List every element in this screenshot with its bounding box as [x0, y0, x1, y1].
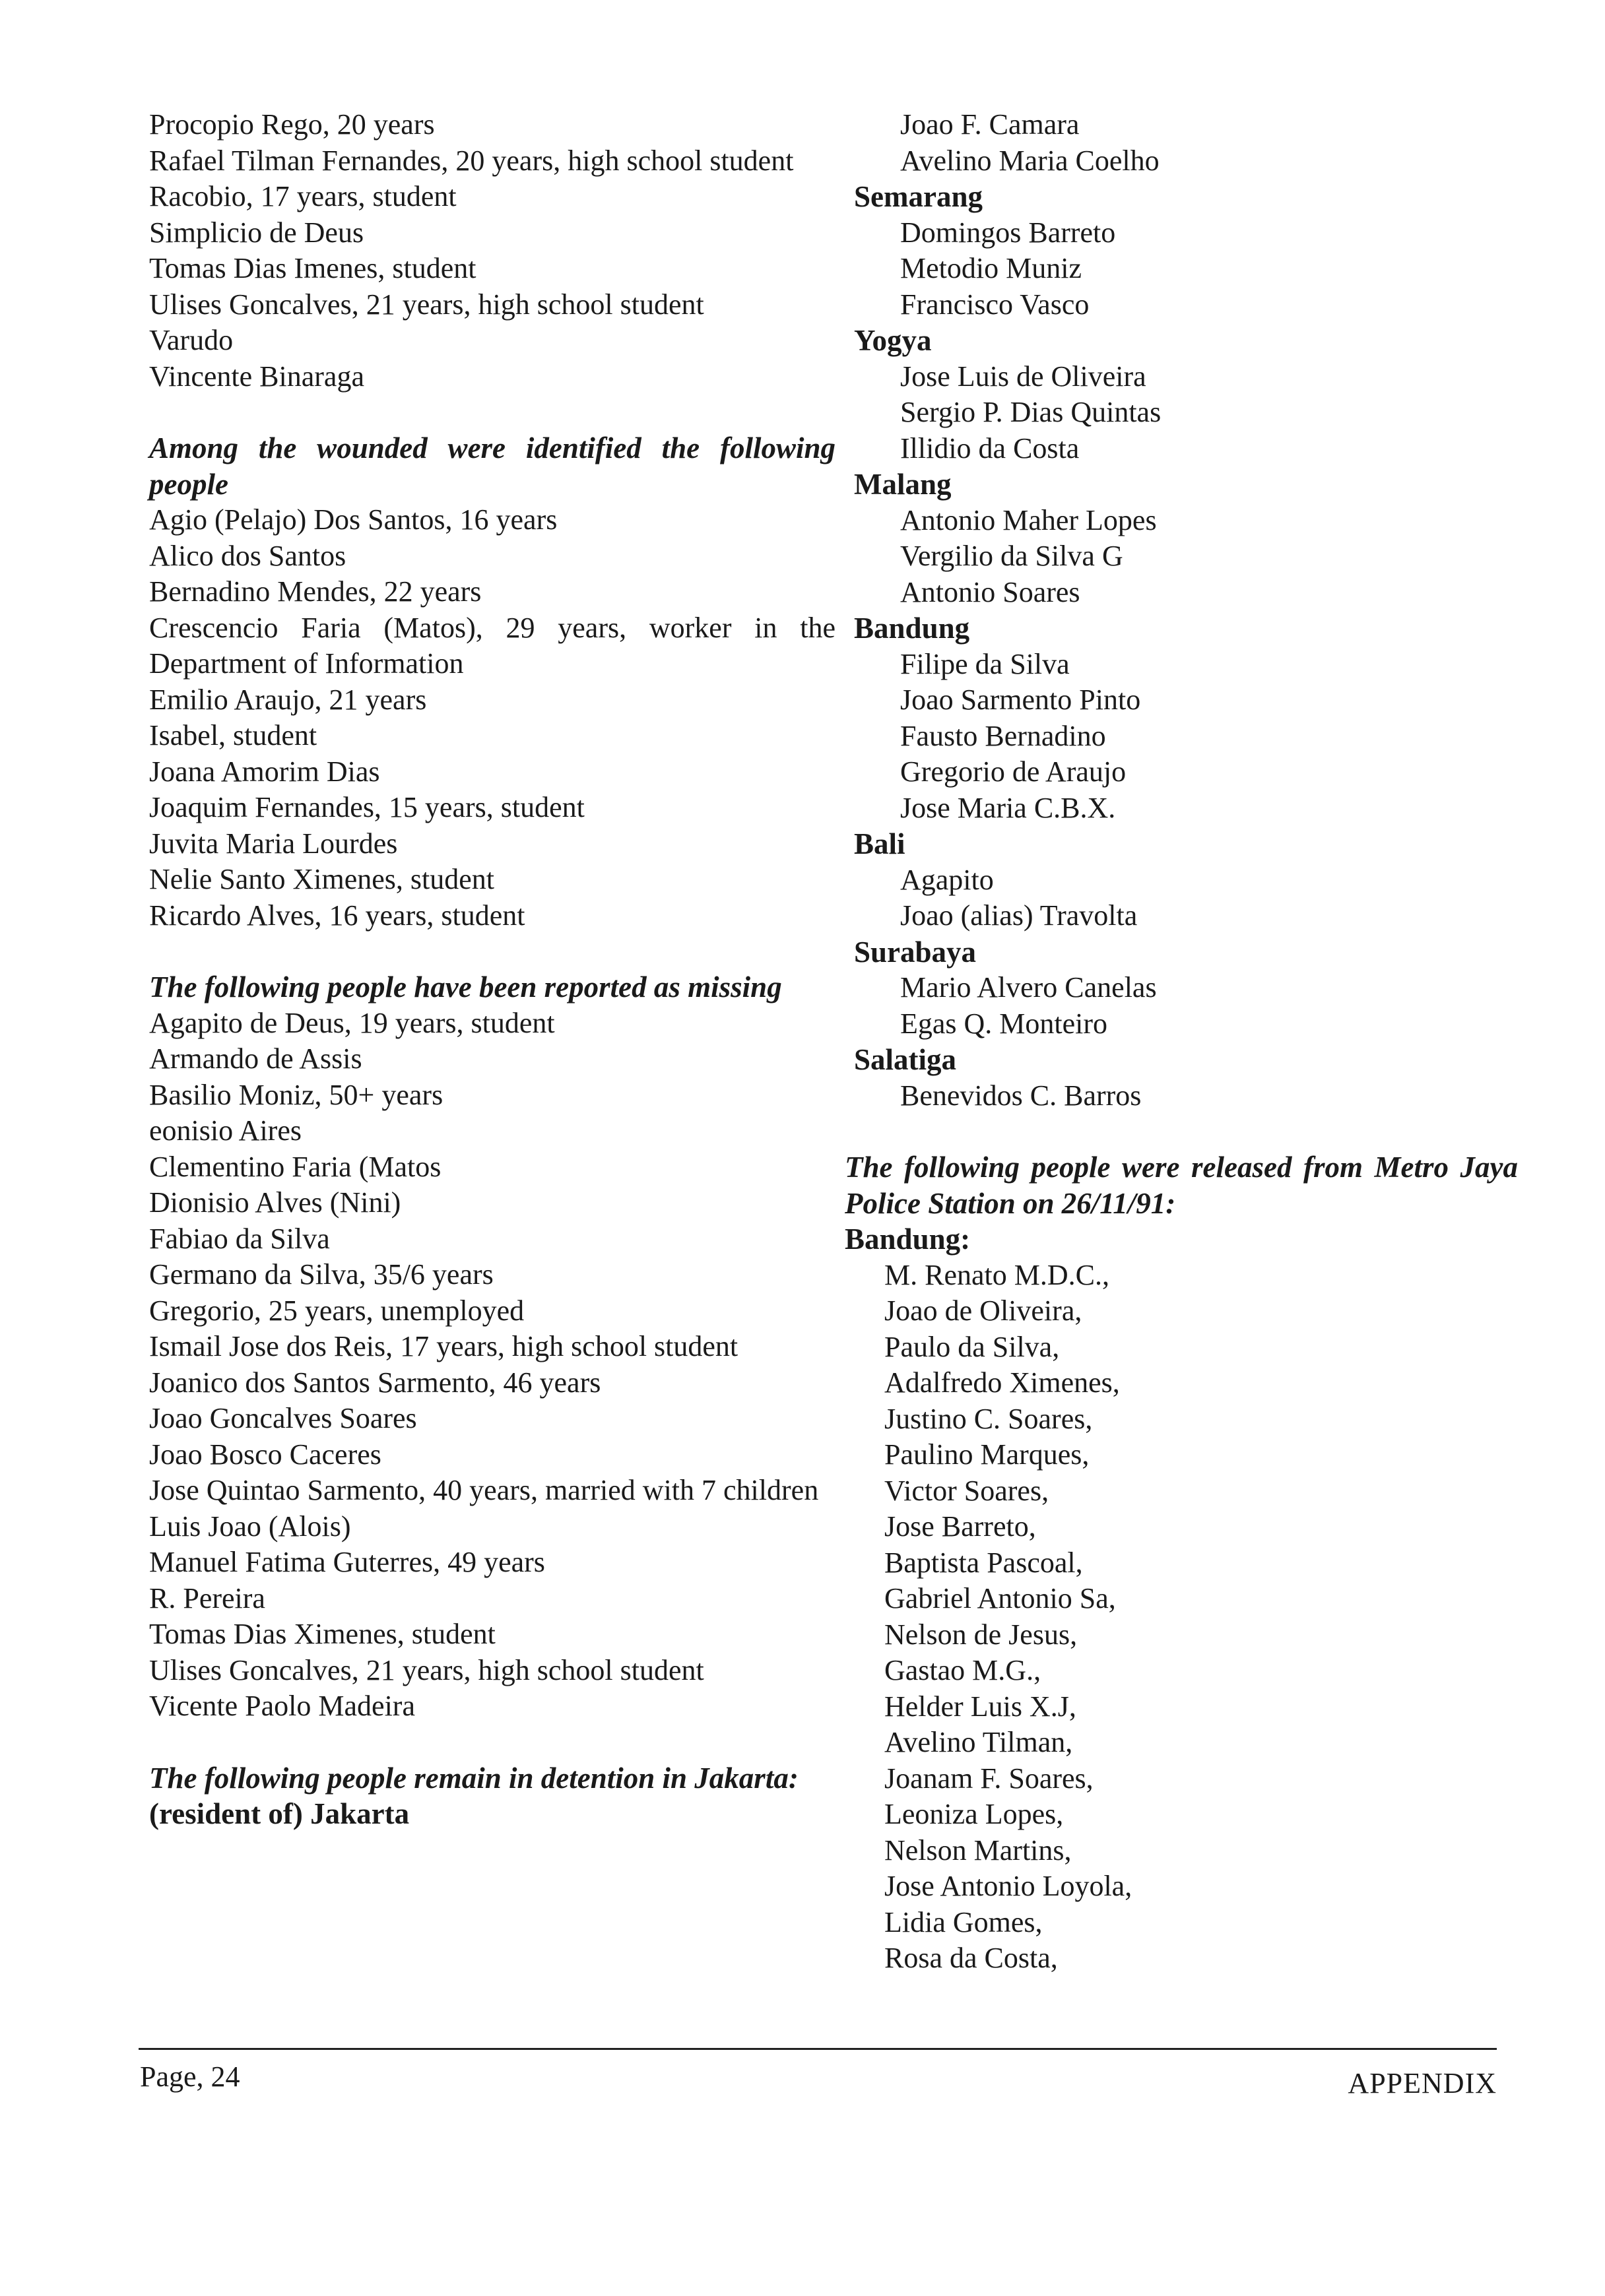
list-item: Ismail Jose dos Reis, 17 years, high school student: [149, 1330, 738, 1362]
city-groups: [845, 179, 1518, 1114]
list-item: Antonio Maher Lopes: [900, 503, 1157, 536]
list-item: Egas Q. Monteiro: [900, 1007, 1108, 1040]
list-item: Joao de Oliveira,: [884, 1294, 1082, 1327]
list-item: Jose Quintao Sarmento, 40 years, married with 7 children: [149, 1474, 819, 1506]
missing-heading: The following people have been reported as missing: [149, 971, 782, 1004]
list-item: R. Pereira: [149, 1581, 265, 1614]
list-item: Agio (Pelajo) Dos Santos, 16 years: [149, 503, 558, 536]
list-item: Tomas Dias Ximenes, student: [149, 1618, 496, 1650]
list-item: Simplicio de Deus: [149, 216, 364, 249]
city-heading: Malang: [854, 468, 952, 501]
list-item: Antonio Soares: [900, 575, 1080, 608]
footer-rule: [139, 2048, 1497, 2050]
list-item: Armando de Assis: [149, 1042, 362, 1075]
list-item: Nelson de Jesus,: [884, 1618, 1078, 1651]
city-heading: Surabaya: [854, 935, 977, 969]
list-item: Victor Soares,: [884, 1474, 1049, 1507]
city-people-list: [845, 215, 1518, 323]
city-people-list: [845, 359, 1518, 467]
list-item: Fausto Bernadino: [900, 719, 1106, 752]
list-item: Nelie Santo Ximenes, student: [149, 863, 495, 895]
list-item: Bernadino Mendes, 22 years: [149, 575, 482, 608]
list-item: Varudo: [149, 324, 234, 356]
city-heading: Bandung: [854, 612, 970, 645]
list-item: Racobio, 17 years, student: [149, 180, 457, 212]
list-item: Paulino Marques,: [884, 1438, 1090, 1471]
list-item: Baptista Pascoal,: [884, 1546, 1083, 1579]
list-item: Avelino Tilman,: [884, 1726, 1073, 1758]
list-item: M. Renato M.D.C.,: [884, 1258, 1109, 1291]
list-item: Joaquim Fernandes, 15 years, student: [149, 791, 585, 823]
list-item: Gregorio, 25 years, unemployed: [149, 1294, 525, 1327]
wounded-list: [149, 502, 835, 934]
list-item: Germano da Silva, 35/6 years: [149, 1258, 494, 1291]
city-heading: Yogya: [854, 324, 932, 357]
list-item: Ulises Goncalves, 21 years, high school student: [149, 1653, 704, 1686]
list-item: Joanico dos Santos Sarmento, 46 years: [149, 1366, 601, 1399]
list-item: Vincente Binaraga: [149, 360, 364, 393]
section-label: APPENDIX: [1348, 2067, 1497, 2099]
list-item: Procopio Rego, 20 years: [149, 108, 435, 141]
list-item: Emilio Araujo, 21 years: [149, 683, 427, 716]
list-item: Justino C. Soares,: [884, 1402, 1093, 1435]
list-item: Lidia Gomes,: [884, 1905, 1043, 1938]
list-item: Avelino Maria Coelho: [900, 144, 1160, 177]
right-column: [845, 107, 1518, 1977]
killed-list: [149, 107, 835, 395]
released-city: Bandung:: [845, 1223, 971, 1256]
list-item: Metodio Muniz: [900, 252, 1082, 284]
list-item: Joao Bosco Caceres: [149, 1438, 381, 1471]
released-list: [845, 1258, 1518, 1977]
list-item: Dionisio Alves (Nini): [149, 1186, 401, 1219]
left-column: [149, 107, 835, 1832]
list-item: eonisio Aires: [149, 1114, 302, 1147]
list-item: Sergio P. Dias Quintas: [900, 396, 1162, 428]
list-item: Basilio Moniz, 50+ years: [149, 1078, 443, 1111]
city-heading: Salatiga: [854, 1043, 957, 1076]
released-section: [845, 1149, 1518, 1977]
list-item: Joanam F. Soares,: [884, 1762, 1094, 1795]
city-people-list: [845, 862, 1518, 934]
list-item: Joao Sarmento Pinto: [900, 684, 1141, 716]
list-item: Clementino Faria (Matos: [149, 1150, 442, 1183]
list-item: Francisco Vasco: [900, 288, 1090, 321]
list-item: Illidio da Costa: [900, 431, 1080, 464]
list-item: Ulises Goncalves, 21 years, high school student: [149, 288, 704, 321]
list-item: Jose Antonio Loyola,: [884, 1870, 1132, 1902]
list-item: Vergilio da Silva G: [900, 540, 1123, 572]
list-item: Tomas Dias Imenes, student: [149, 252, 476, 284]
list-item: Crescencio Faria (Matos), 29 years, worker in the Department of Information: [149, 611, 835, 680]
list-item: Adalfredo Ximenes,: [884, 1366, 1120, 1399]
list-item: Gabriel Antonio Sa,: [884, 1582, 1116, 1614]
released-heading: The following people were released from Metro Jaya Police Station on 26/11/91:: [845, 1151, 1518, 1220]
detention-section: [149, 1760, 835, 1832]
list-item: Paulo da Silva,: [884, 1330, 1060, 1363]
city-people-list: [845, 970, 1518, 1042]
list-item: Jose Barreto,: [884, 1510, 1036, 1543]
list-item: Rosa da Costa,: [884, 1942, 1058, 1974]
city-people-list: [845, 503, 1518, 611]
detention-subheading: (resident of) Jakarta: [149, 1797, 410, 1830]
jakarta-detainee-list: [845, 107, 1518, 179]
page-number: Page, 24: [140, 2060, 240, 2093]
list-item: Jose Maria C.B.X.: [900, 791, 1116, 824]
city-heading: Bali: [854, 827, 905, 860]
list-item: Agapito: [900, 863, 994, 896]
list-item: Gregorio de Araujo: [900, 755, 1127, 788]
list-item: Isabel, student: [149, 719, 317, 751]
list-item: Jose Luis de Oliveira: [900, 360, 1146, 393]
missing-section: [149, 969, 835, 1725]
list-item: Ricardo Alves, 16 years, student: [149, 899, 525, 932]
list-item: Alico dos Santos: [149, 539, 346, 572]
list-item: Fabiao da Silva: [149, 1222, 330, 1255]
list-item: Agapito de Deus, 19 years, student: [149, 1006, 555, 1039]
list-item: Luis Joao (Alois): [149, 1510, 351, 1543]
city-people-list: [845, 1078, 1518, 1114]
list-item: Rafael Tilman Fernandes, 20 years, high school student: [149, 144, 794, 177]
city-people-list: [845, 647, 1518, 827]
list-item: Joana Amorim Dias: [149, 755, 380, 788]
list-item: Manuel Fatima Guterres, 49 years: [149, 1546, 545, 1578]
wounded-heading: Among the wounded were identified the following people: [149, 431, 835, 501]
list-item: Gastao M.G.,: [884, 1654, 1041, 1686]
list-item: Joao F. Camara: [900, 108, 1080, 141]
detention-heading: The following people remain in detention in Jakarta:: [149, 1761, 799, 1795]
list-item: Filipe da Silva: [900, 647, 1070, 680]
list-item: Joao (alias) Travolta: [900, 899, 1138, 932]
missing-list: [149, 1005, 835, 1725]
city-heading: Semarang: [854, 180, 983, 213]
list-item: Helder Luis X.J,: [884, 1690, 1076, 1723]
list-item: Domingos Barreto: [900, 216, 1116, 249]
list-item: Nelson Martins,: [884, 1834, 1072, 1866]
list-item: Leoniza Lopes,: [884, 1798, 1064, 1830]
list-item: Benevidos C. Barros: [900, 1079, 1142, 1112]
list-item: Juvita Maria Lourdes: [149, 827, 398, 860]
wounded-section: [149, 430, 835, 934]
list-item: Joao Goncalves Soares: [149, 1402, 417, 1434]
list-item: Mario Alvero Canelas: [900, 971, 1157, 1004]
list-item: Vicente Paolo Madeira: [149, 1690, 415, 1722]
